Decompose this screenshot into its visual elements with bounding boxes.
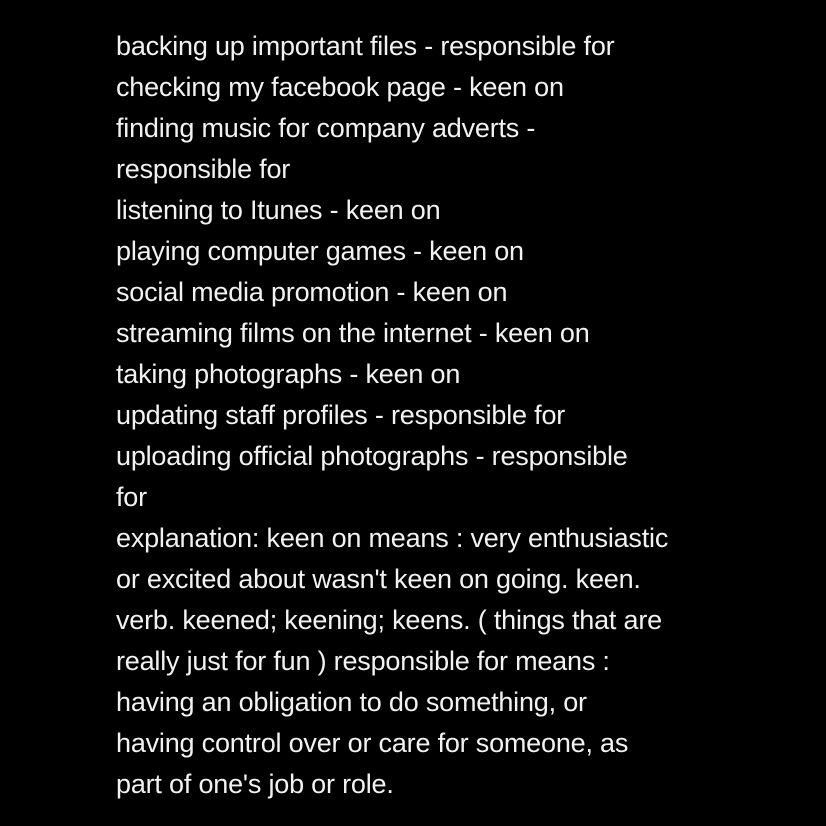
explanation-line: having an obligation to do something, or [116,687,587,717]
explanation-line: part of one's job or role. [116,769,394,799]
note-line: responsible for [116,154,291,184]
note-line: taking photographs - keen on [116,359,461,389]
note-text [116,26,736,805]
note-line: finding music for company adverts - [116,113,536,143]
note-line: playing computer games - keen on [116,236,524,266]
explanation-line: verb. keened; keening; keens. ( things that are [116,605,662,635]
note-line: backing up important files - responsible for [116,31,615,61]
note-line: for [116,482,147,512]
explanation-line: really just for fun ) responsible for means : [116,646,610,676]
note-line: streaming films on the internet - keen on [116,318,590,348]
explanation-line: explanation: keen on means : very enthusiastic [116,523,669,553]
note-line: social media promotion - keen on [116,277,508,307]
note-line: checking my facebook page - keen on [116,72,564,102]
note-line: listening to Itunes - keen on [116,195,441,225]
note-line: updating staff profiles - responsible for [116,400,566,430]
explanation-line: or excited about wasn't keen on going. keen. [116,564,641,594]
explanation-line: having control over or care for someone, as [116,728,629,758]
note-line: uploading official photographs - responsible [116,441,628,471]
